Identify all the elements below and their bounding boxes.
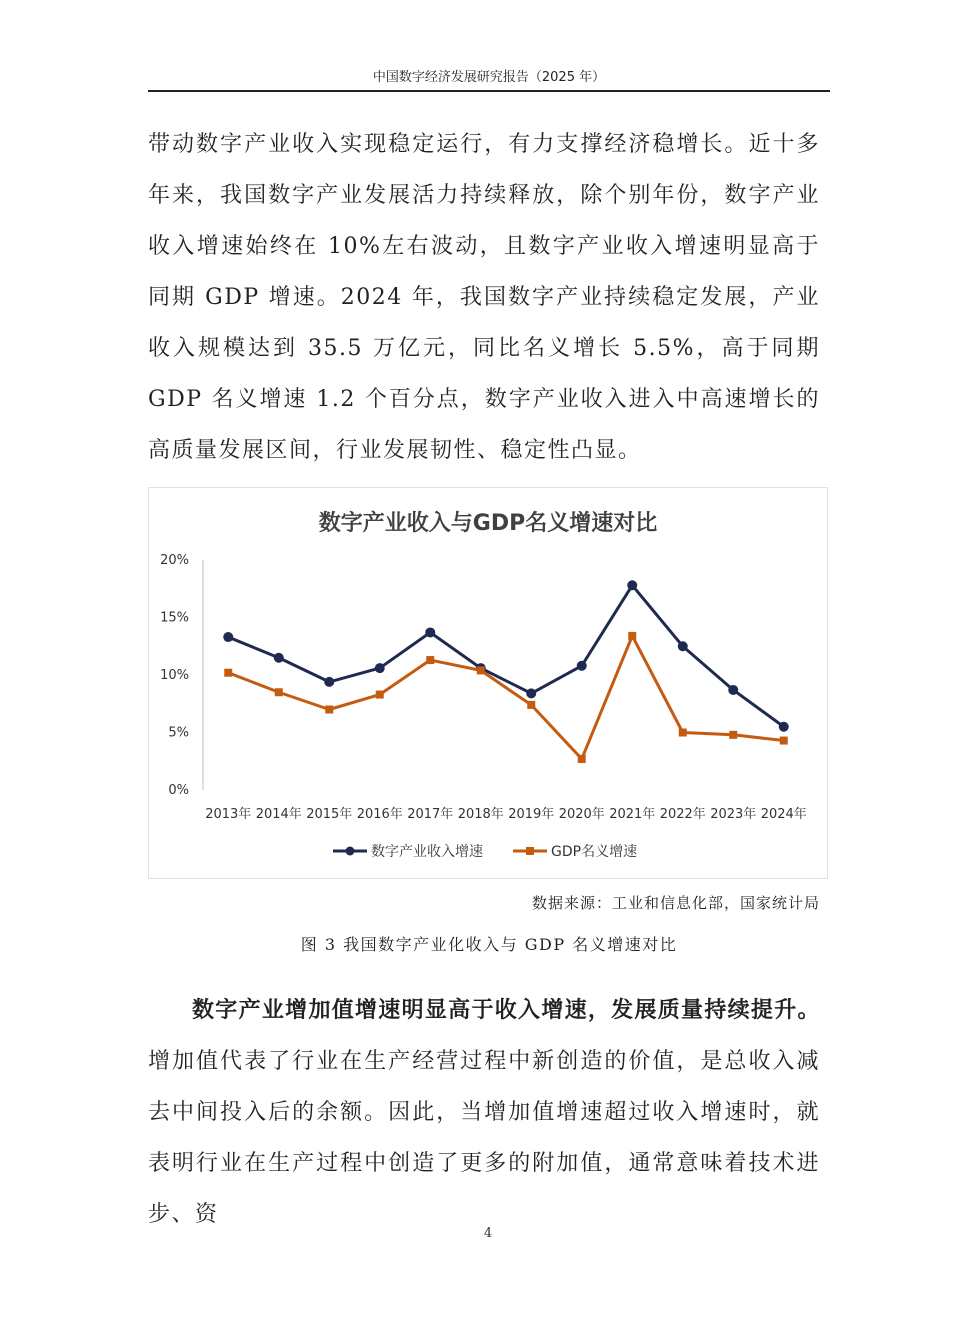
x-tick-label: 2019年 xyxy=(508,807,555,822)
y-axis-ticks xyxy=(160,553,189,798)
x-tick-label: 2016年 xyxy=(356,807,403,822)
legend-marker xyxy=(526,847,534,855)
data-point xyxy=(425,627,435,637)
data-point xyxy=(627,580,637,590)
y-tick-label: 0% xyxy=(168,783,189,798)
body-paragraph-2 xyxy=(148,985,820,1240)
data-point xyxy=(223,632,233,642)
line-chart xyxy=(149,488,827,878)
x-tick-label: 2017年 xyxy=(407,807,454,822)
legend-marker xyxy=(346,847,355,856)
series-1 xyxy=(223,580,789,731)
x-tick-label: 2021年 xyxy=(609,807,656,822)
data-point xyxy=(728,685,738,695)
running-header: 中国数字经济发展研究报告（2025 年） xyxy=(372,70,606,85)
data-point xyxy=(375,663,385,673)
legend-item xyxy=(513,843,637,860)
data-point xyxy=(679,729,687,737)
legend-label: 数字产业收入增速 xyxy=(371,844,483,860)
series-2 xyxy=(224,632,788,763)
data-point xyxy=(275,688,283,696)
x-tick-label: 2014年 xyxy=(255,807,302,822)
data-point xyxy=(780,737,788,745)
paragraph-text: 增加值代表了行业在生产经营过程中新创造的价值，是总收入减去中间投入后的余额。因此，当增加值增速超过收入增速时，就表明行业在生产过程中创造了更多的附加值，通常意味着技术进步、资 xyxy=(148,1049,820,1227)
data-point xyxy=(325,706,333,714)
y-tick-label: 5% xyxy=(168,725,189,741)
chart-legend xyxy=(333,843,637,860)
x-axis-ticks xyxy=(205,806,807,822)
data-point xyxy=(578,755,586,763)
data-point xyxy=(729,731,737,739)
data-point xyxy=(779,722,789,732)
series-layer xyxy=(223,580,789,763)
data-point xyxy=(426,656,434,664)
x-tick-label: 2015年 xyxy=(306,807,353,822)
legend-item xyxy=(333,843,483,860)
lead-sentence: 数字产业增加值增速明显高于收入增速，发展质量持续提升。 xyxy=(192,998,820,1023)
series-line xyxy=(228,636,784,759)
x-tick-label: 2023年 xyxy=(710,807,757,822)
chart-container xyxy=(148,487,828,879)
data-point xyxy=(526,688,536,698)
data-point xyxy=(628,632,636,640)
data-point xyxy=(577,661,587,671)
chart-title: 数字产业收入与GDP名义增速对比 xyxy=(318,511,658,536)
page-number: 4 xyxy=(483,1226,493,1241)
header-rule xyxy=(148,90,830,92)
data-point xyxy=(274,653,284,663)
x-tick-label: 2013年 xyxy=(205,807,252,822)
data-point xyxy=(477,666,485,674)
data-point xyxy=(376,691,384,699)
legend-label: GDP名义增速 xyxy=(551,844,638,860)
data-point xyxy=(324,677,334,687)
x-tick-label: 2018年 xyxy=(457,807,504,822)
data-point xyxy=(678,641,688,651)
data-point xyxy=(224,669,232,677)
data-source-note: 数据来源：工业和信息化部，国家统计局 xyxy=(531,894,820,912)
data-point xyxy=(527,701,535,709)
body-paragraph: 带动数字产业收入实现稳定运行，有力支撑经济稳增长。近十多年来，我国数字产业发展活力持续释放，除个别年份，数字产业收入增速始终在 10%左右波动，且数字产业收入增速明显高于同期 GDP 增速。2024 年，我国数字产业持续稳定发展，产业收入规模达到 35.5 万亿元，同比名义增长 5.5%，高于同期 GDP 名义增速 1.2 个百分点，数字产业收入进入中高速增长的高质量发展区间，行业发展韧性、稳定性凸显。 xyxy=(148,132,820,463)
x-tick-label: 2024年 xyxy=(760,807,807,822)
y-tick-label: 20% xyxy=(160,553,189,568)
x-tick-label: 2022年 xyxy=(659,807,706,822)
y-tick-label: 10% xyxy=(160,668,189,683)
y-tick-label: 15% xyxy=(160,610,189,626)
series-line xyxy=(228,585,784,726)
figure-caption: 图 3 我国数字产业化收入与 GDP 名义增速对比 xyxy=(300,935,678,954)
x-tick-label: 2020年 xyxy=(558,807,605,822)
